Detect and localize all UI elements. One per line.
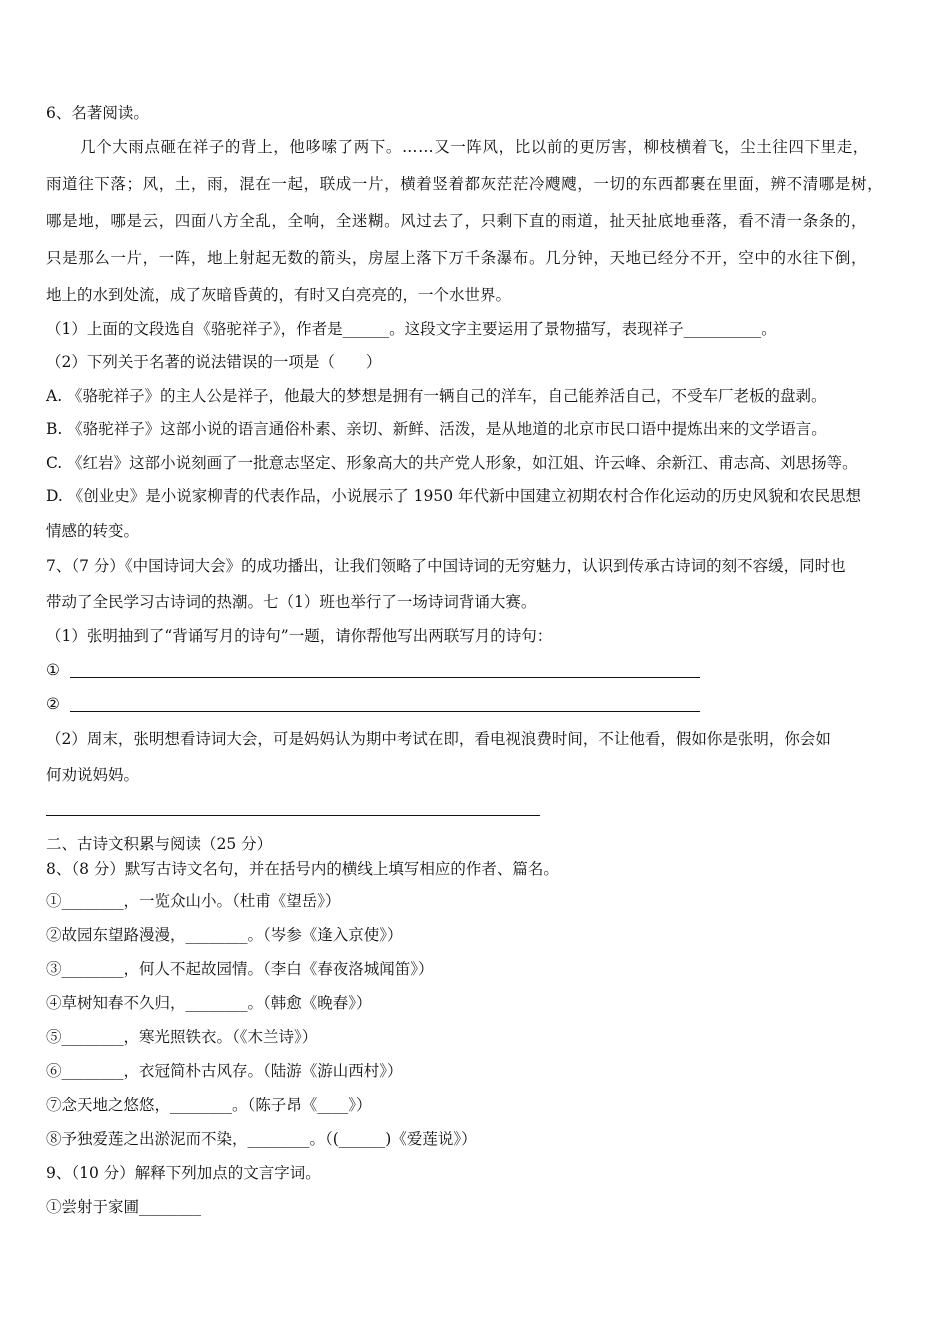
q7-sub1: （1）张明抽到了“背诵写月的诗句”一题，请你帮他写出两联写月的诗句：: [46, 627, 553, 645]
q7-line-1: 7、（7 分）《中国诗词大会》的成功播出，让我们领略了中国诗词的无穷魅力，认识到传承古诗词的刻不容缓，同时也: [46, 557, 846, 575]
q6-option-b: B. 《骆驼祥子》这部小说的语言通俗朴素、亲切、新鲜、活泼，是从地道的北京市民口语中提炼出来的文学语言。: [46, 420, 827, 438]
q7-answer-blank-2[interactable]: [70, 711, 700, 712]
q6-passage-line-3: 哪是地，哪是云，四面八方全乱，全响，全迷糊。风过去了，只剩下直的雨道，扯天扯底地垂落，看不清一条条的，: [46, 212, 868, 230]
q7-sub2-line-1: （2）周末，张明想看诗词大会，可是妈妈认为期中考试在即，看电视浪费时间，不让他看，假如你是张明，你会如: [46, 730, 831, 748]
q7-sub2-line-2: 何劝说妈妈。: [46, 766, 140, 784]
q8-title: 8、（8 分）默写古诗文名句，并在括号内的横线上填写相应的作者、篇名。: [46, 860, 559, 878]
q8-item-1: ①________，一览众山小。（杜甫《望岳》）: [46, 892, 341, 910]
q8-item-6: ⑥________，衣冠简朴古风存。（陆游《游山西村》）: [46, 1062, 403, 1080]
q6-option-c: C. 《红岩》这部小说刻画了一批意志坚定、形象高大的共产党人形象，如江姐、许云峰、余新江、甫志高、刘思扬等。: [46, 454, 858, 472]
q6-option-d-line-2: 情感的转变。: [46, 522, 140, 540]
q6-option-a: A. 《骆驼祥子》的主人公是祥子，他最大的梦想是拥有一辆自己的洋车，自己能养活自己，不受车厂老板的盘剥。: [46, 387, 827, 405]
q8-item-7: ⑦念天地之悠悠，________。（陈子昂《____》）: [46, 1096, 372, 1114]
q7-answer-blank-1[interactable]: [70, 677, 700, 678]
q7-answer-row-1: [46, 659, 66, 681]
q9-item-1: ①尝射于家圃________: [46, 1198, 202, 1216]
section2-title: 二、古诗文积累与阅读（25 分）: [46, 835, 273, 853]
q7-answer-marker-1: ①: [46, 661, 60, 679]
q7-answer-blank-3[interactable]: [46, 815, 540, 816]
q8-item-8: ⑧予独爱莲之出淤泥而不染，________。（(______)《爱莲说》）: [46, 1130, 477, 1148]
q6-sub2: （2）下列关于名著的说法错误的一项是（ ）: [46, 353, 382, 371]
q7-answer-row-2: [46, 693, 66, 715]
q6-passage-line-4: 只是那么一片，一阵，地上射起无数的箭头，房屋上落下万千条瀑布。几分钟，天地已经分不开，空中的水往下倒，: [46, 249, 868, 267]
q8-item-5: ⑤________，寒光照铁衣。（《木兰诗》）: [46, 1028, 318, 1046]
q8-item-2: ②故园东望路漫漫，________。（岑参《逢入京使》）: [46, 926, 403, 944]
q8-item-3: ③________，何人不起故园情。（李白《春夜洛城闻笛》）: [46, 960, 434, 978]
q7-answer-marker-2: ②: [46, 695, 60, 713]
q6-sub1: （1）上面的文段选自《骆驼祥子》，作者是______。这段文字主要运用了景物描写，表现祥子__________。: [46, 320, 777, 338]
q9-title: 9、（10 分）解释下列加点的文言字词。: [46, 1164, 321, 1182]
q8-item-4: ④草树知春不久归，________。（韩愈《晚春》）: [46, 994, 372, 1012]
q7-line-2: 带动了全民学习古诗词的热潮。七（1）班也举行了一场诗词背诵大赛。: [46, 593, 537, 611]
q6-option-d-line-1: D. 《创业史》是小说家柳青的代表作品，小说展示了 1950 年代新中国建立初期农村合作化运动的历史风貌和农民思想: [46, 487, 862, 505]
q6-title: 6、名著阅读。: [46, 104, 149, 122]
q6-passage-line-2: 雨道往下落；风，土，雨，混在一起，联成一片，横着竖着都灰茫茫冷飕飕，一切的东西都裹在里面，辨不清哪是树，: [46, 175, 884, 193]
q6-passage-line-5: 地上的水到处流，成了灰暗昏黄的，有时又白亮亮的，一个水世界。: [46, 286, 512, 304]
q6-passage-line-1: 几个大雨点砸在祥子的背上，他哆嗦了两下。……又一阵风，比以前的更厉害，柳枝横着飞，尘土往四下里走，: [80, 138, 869, 156]
